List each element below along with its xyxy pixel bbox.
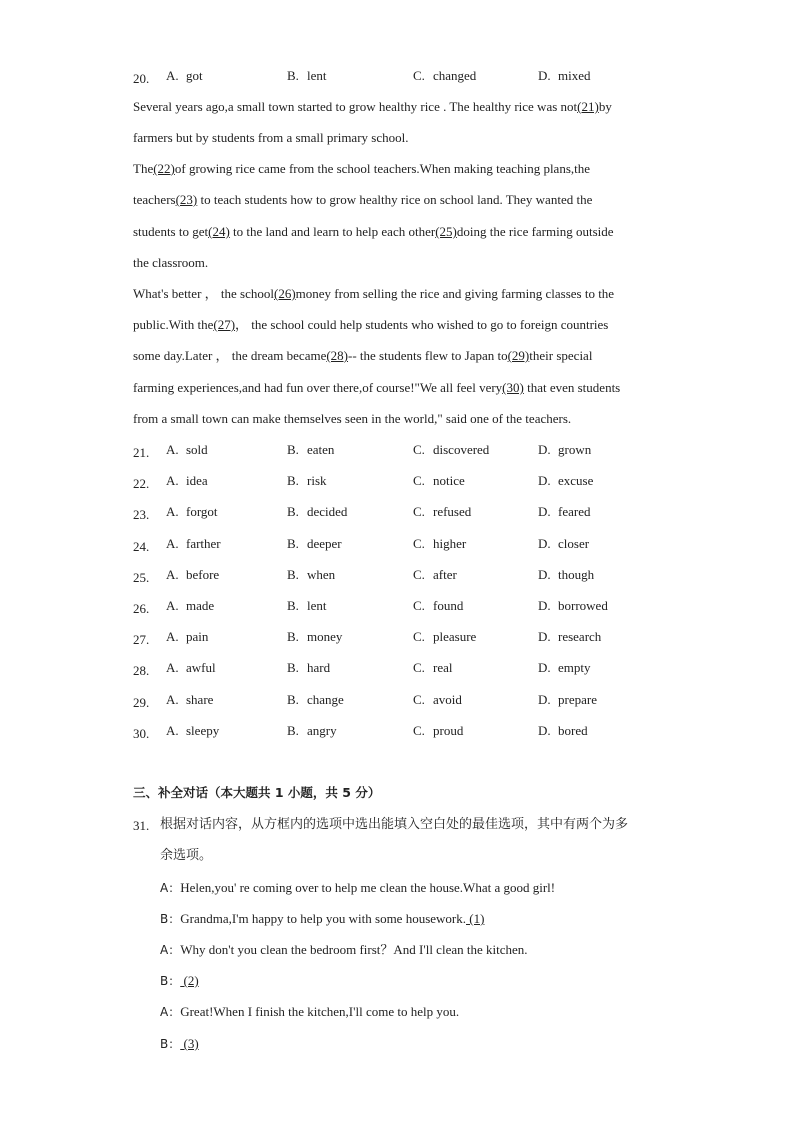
blank-1: (1): [466, 911, 485, 926]
dialogue-line: B：Grandma,I'm happy to help you with some housework. (1): [160, 911, 485, 926]
option-a: A. before: [166, 567, 220, 582]
option-d: D. excuse: [538, 473, 594, 488]
passage-line: from a small town can make themselves seen in the world," said one of the teachers.: [133, 411, 572, 426]
option-a: A. pain: [166, 629, 209, 644]
option-b: B. risk: [287, 473, 327, 488]
passage-line: the classroom.: [133, 255, 209, 270]
dialogue-line: B： (3): [160, 1036, 199, 1051]
option-c: C. after: [413, 567, 457, 582]
option-d: D. prepare: [538, 692, 597, 707]
question-row: [133, 567, 693, 583]
option-c: C. changed: [413, 68, 477, 83]
blank-24: (24): [208, 224, 230, 239]
question-number: 23.: [133, 507, 150, 522]
option-a: A. forgot: [166, 504, 218, 519]
question-20: [133, 68, 693, 84]
option-b: B. decided: [287, 504, 348, 519]
option-b: B. lent: [287, 598, 327, 613]
option-c: C. pleasure: [413, 629, 477, 644]
question-number: 27.: [133, 632, 150, 647]
blank-23: (23): [175, 192, 198, 207]
blank-30: (30): [502, 380, 524, 395]
dialogue-line: A：Why don't you clean the bedroom first？And I'll clean the kitchen.: [160, 942, 528, 957]
option-c: C. higher: [413, 536, 467, 551]
option-a: A. idea: [166, 473, 208, 488]
question-row: [133, 629, 693, 645]
option-c: C. real: [413, 660, 453, 675]
question-number: 22.: [133, 476, 150, 491]
question-row: [133, 692, 693, 708]
blank-27: (27): [213, 317, 236, 332]
option-a: A. sold: [166, 442, 208, 457]
option-b: B. hard: [287, 660, 331, 675]
question-number: 21.: [133, 445, 150, 460]
option-b: B. deeper: [287, 536, 342, 551]
option-b: B. change: [287, 692, 344, 707]
option-d: D. feared: [538, 504, 591, 519]
passage-line: What's better ， the school(26)money from selling the rice and giving farming classes to the: [133, 286, 615, 301]
option-d: D. empty: [538, 660, 591, 675]
option-b: B. eaten: [287, 442, 335, 457]
option-d: D. closer: [538, 536, 590, 551]
option-c: C. avoid: [413, 692, 462, 707]
question-row: [133, 660, 693, 676]
question-row: [133, 442, 693, 458]
option-d: D. borrowed: [538, 598, 608, 613]
blank-2: (2): [180, 973, 199, 988]
passage-line: students to get(24) to the land and learn to help each other(25)doing the rice farming outside: [133, 224, 614, 239]
option-a: A. got: [166, 68, 203, 83]
question-number: 31.: [133, 818, 150, 833]
dialogue-line: A：Great!When I finish the kitchen,I'll come to help you.: [160, 1004, 460, 1019]
option-d: D. research: [538, 629, 602, 644]
option-c: C. notice: [413, 473, 465, 488]
question-number: 30.: [133, 726, 150, 741]
option-d: D. bored: [538, 723, 588, 738]
question-number: 24.: [133, 539, 150, 554]
passage-line: some day.Later ， the dream became(28)-- the students flew to Japan to(29)their special: [133, 348, 593, 363]
blank-25: (25): [435, 224, 457, 239]
option-a: A. made: [166, 598, 215, 613]
option-b: B. money: [287, 629, 343, 644]
passage-line: farming experiences,and had fun over there,of course!"We all feel very(30) that even students: [133, 380, 621, 395]
section-heading: 三、补全对话（本大题共 1 小题，共 5 分）: [133, 785, 381, 800]
question-number: 20.: [133, 71, 150, 86]
passage-line: Several years ago,a small town started to grow healthy rice . The healthy rice was not(21)by: [133, 99, 612, 114]
option-b: B. angry: [287, 723, 337, 738]
question-row: [133, 598, 693, 614]
option-d: D. though: [538, 567, 595, 582]
passage-line: The(22)of growing rice came from the school teachers.When making teaching plans,the: [133, 161, 591, 176]
blank-28: (28): [326, 348, 349, 363]
blank-3: (3): [180, 1036, 199, 1051]
blank-21: (21): [577, 99, 599, 114]
question-row: [133, 504, 693, 520]
option-c: C. found: [413, 598, 464, 613]
option-d: D. mixed: [538, 68, 591, 83]
question-number: 29.: [133, 695, 150, 710]
option-a: A. farther: [166, 536, 221, 551]
passage-line: teachers(23) to teach students how to grow healthy rice on school land. They wanted the: [133, 192, 593, 207]
instruction-text: 余选项。: [160, 848, 213, 863]
option-d: D. grown: [538, 442, 592, 457]
option-b: B. lent: [287, 68, 327, 83]
question-row: [133, 723, 693, 739]
question-row: [133, 536, 693, 552]
dialogue-line: A：Helen,you' re coming over to help me clean the house.What a good girl!: [160, 880, 556, 895]
option-a: A. sleepy: [166, 723, 220, 738]
blank-22: (22): [153, 161, 175, 176]
dialogue-line: B： (2): [160, 973, 199, 988]
option-a: A. share: [166, 692, 214, 707]
question-number: 26.: [133, 601, 150, 616]
blank-29: (29): [507, 348, 530, 363]
option-b: B. when: [287, 567, 336, 582]
option-c: C. discovered: [413, 442, 490, 457]
question-row: [133, 473, 693, 489]
question-number: 25.: [133, 570, 150, 585]
option-c: C. proud: [413, 723, 464, 738]
option-a: A. awful: [166, 660, 216, 675]
option-c: C. refused: [413, 504, 472, 519]
blank-26: (26): [273, 286, 296, 301]
question-number: 28.: [133, 663, 150, 678]
instruction-text: 根据对话内容，从方框内的选项中选出能填入空白处的最佳选项，其中有两个为多: [160, 817, 629, 832]
passage-line: public.With the(27)， the school could help students who wished to go to foreign countries: [133, 317, 609, 332]
passage-line: farmers but by students from a small primary school.: [133, 130, 409, 145]
